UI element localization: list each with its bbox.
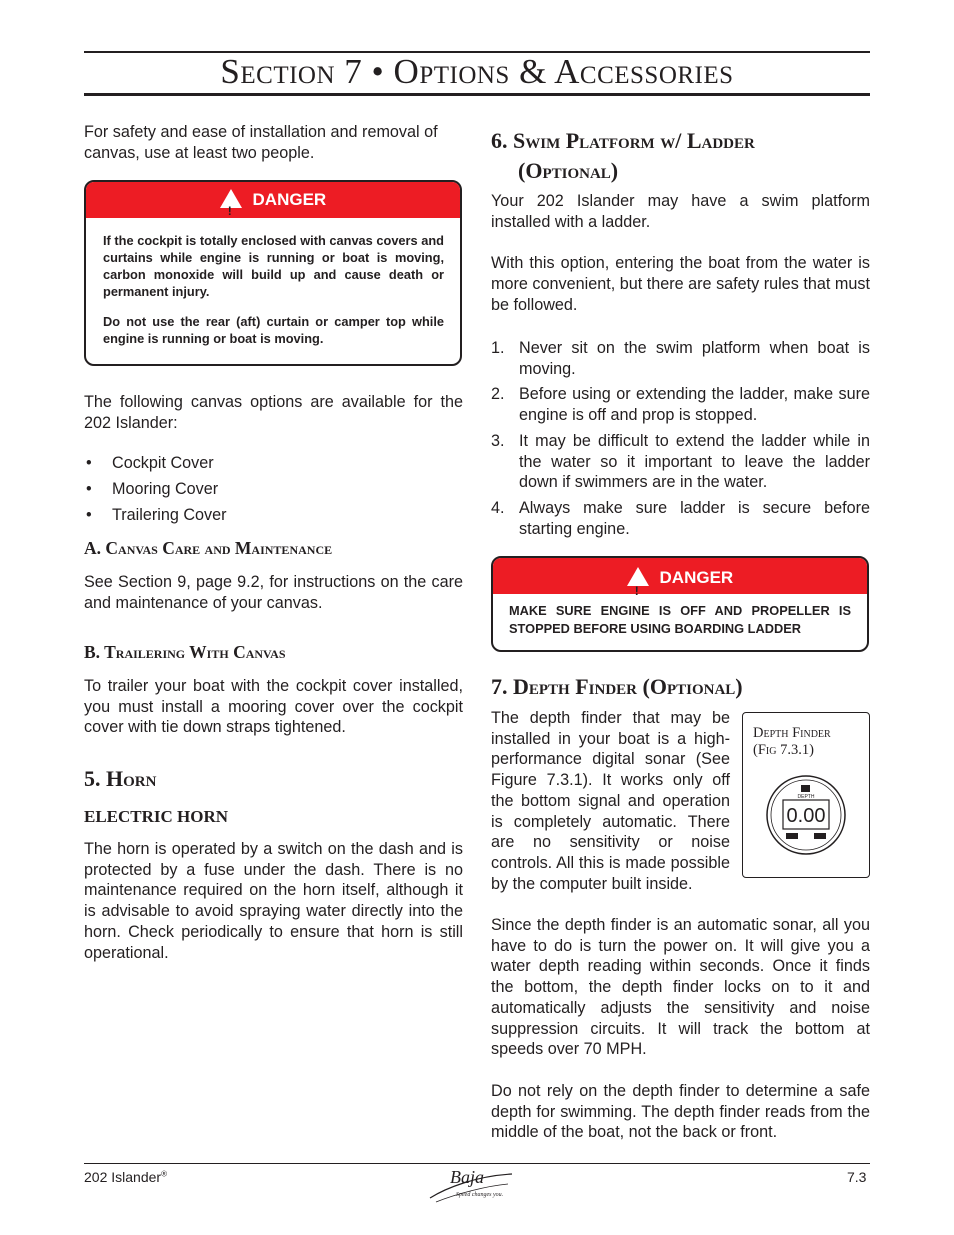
list-item: 4. Always make sure ladder is secure before starting engine. xyxy=(491,498,870,538)
danger-header xyxy=(86,182,460,218)
heading-trailering: B. Trailering With Canvas xyxy=(84,642,286,662)
options-intro: The following canvas options are available for the 202 Islander: xyxy=(84,393,463,432)
danger-label: DANGER xyxy=(252,190,327,209)
intro-text: For safety and ease of installation and removal of canvas, use at least two people. xyxy=(84,123,438,162)
logo-text: Baja xyxy=(450,1167,484,1187)
danger-body xyxy=(493,594,867,638)
header-rule-bottom xyxy=(84,93,870,96)
horn-text: The horn is operated by a switch on the dash and is protected by a fuse under the dash. There is no maintenance required on the horn itself, although it is advisable to avoid spraying water directly into the horn. Check periodically to ensure that horn is still operational. xyxy=(84,840,463,962)
danger-header xyxy=(493,558,867,598)
depth-gauge-icon xyxy=(743,765,869,875)
subheading-electric-horn: ELECTRIC HORN xyxy=(84,807,229,826)
danger-box-canvas xyxy=(84,180,462,366)
list-item: 1. Never sit on the swim platform when boat is moving. xyxy=(491,339,870,378)
ladder-safety-list xyxy=(491,338,870,544)
list-item: • Trailering Cover xyxy=(84,505,463,531)
depth-finder-figure xyxy=(742,712,870,878)
canvas-care-text: See Section 9, page 9.2, for instructions on the care and maintenance of your canvas. xyxy=(84,573,463,612)
danger-text-2: Do not use the rear (aft) curtain or camper top while engine is running or boat is moving. xyxy=(103,314,444,346)
list-item: • Mooring Cover xyxy=(84,479,463,505)
danger-text-1: If the cockpit is totally enclosed with canvas covers and curtains while engine is running or boat is moving, carbon monoxide will build up and cause death or permanent injury. xyxy=(103,233,444,299)
danger-body xyxy=(86,218,460,347)
depth-finder-text-2: Since the depth finder is an automatic sonar, all you have to do is turn the power on. It will give you a water depth reading within seconds. Once it finds the bottom, the depth finder locks on to it and automatically adjusts the sensitivity and noise suppression circuits. It will track the bottom at speeds over 70 MPH. Do not rely on the depth finder to determine a safe depth for swimming. The depth finder reads from the middle of the boat, not the back or front. xyxy=(491,916,870,1142)
canvas-options-list xyxy=(84,453,463,531)
danger-label: DANGER xyxy=(659,568,734,587)
swim-platform-text: Your 202 Islander may have a swim platform installed with a ladder. With this option, entering the boat from the water is more convenient, but there are safety rules that must be followed. xyxy=(491,192,870,314)
trailering-text: To trailer your boat with the cockpit cover installed, you must install a mooring cover over the cockpit cover with tie down straps tightened. xyxy=(84,677,463,737)
footer-rule xyxy=(84,1163,870,1164)
heading-swim-platform: 6. Swim Platform w/ Ladder (Optional) xyxy=(491,128,755,183)
depth-finder-text-1: The depth finder that may be installed in your boat is a high-performance digital sonar (See Figure 7.3.1). It works only off the bottom signal and operation is completely automatic. There are no sensitivity or noise controls. All this is made possible by the computer built inside. xyxy=(491,709,730,893)
page-title: Section 7 • Options & Accessories xyxy=(220,52,734,91)
list-item: • Cockpit Cover xyxy=(84,453,463,479)
danger-box-ladder xyxy=(491,556,869,652)
heading-horn: 5. Horn xyxy=(84,766,157,791)
footer-model: 202 Islander® xyxy=(84,1169,167,1185)
logo-tagline: Speed changes you. xyxy=(456,1192,504,1198)
warning-icon: ! xyxy=(627,567,649,586)
list-item: 2. Before using or extending the ladder, make sure engine is off and prop is stopped. xyxy=(491,385,870,425)
figure-caption: Depth Finder (Fig 7.3.1) xyxy=(753,725,831,758)
heading-canvas-care: A. Canvas Care and Maintenance xyxy=(84,538,333,558)
danger-text: MAKE SURE ENGINE IS OFF AND PROPELLER IS STOPPED BEFORE USING BOARDING LADDER xyxy=(509,603,851,636)
gauge-reading: 0.00 xyxy=(786,805,826,827)
heading-depth-finder: 7. Depth Finder (Optional) xyxy=(491,674,743,699)
page-number: 7.3 xyxy=(847,1169,867,1185)
gauge-label: DEPTH xyxy=(797,794,815,800)
list-item: 3. It may be difficult to extend the ladder while in the water so it important to leave the ladder down if swimmers are in the water. xyxy=(491,431,870,492)
warning-icon: ! xyxy=(220,189,242,208)
